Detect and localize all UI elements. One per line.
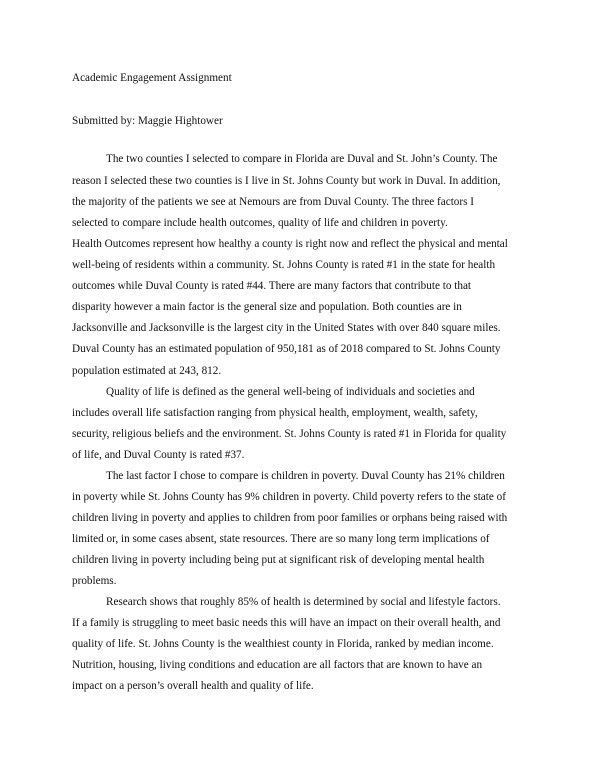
body-line: includes overall life satisfaction ranging from physical health, employment, wealth, safety,: [72, 407, 478, 419]
body-line: Duval County has an estimated population of 950,181 as of 2018 compared to St. Johns County: [72, 343, 501, 355]
body-line: impact on a person’s overall health and quality of life.: [72, 680, 314, 692]
body-line: children living in poverty including being put at significant risk of developing mental health: [72, 554, 485, 566]
body-line: reason I selected these two counties is I live in St. Johns County but work in Duval. In addition,: [72, 175, 501, 187]
document-heading: Academic Engagement Assignment: [72, 72, 232, 84]
submitted-by: Submitted by: Maggie Hightower: [72, 115, 223, 127]
body-line: The last factor I chose to compare is children in poverty. Duval County has 21% children: [106, 470, 505, 482]
body-line: well-being of residents within a community. St. Johns County is rated #1 in the state for health: [72, 259, 496, 271]
body-line: Quality of life is defined as the general well-being of individuals and societies and: [106, 386, 475, 398]
body-line: Nutrition, housing, living conditions and education are all factors that are known to have an: [72, 659, 483, 671]
body-line: of life, and Duval County is rated #37.: [72, 449, 245, 461]
body-line: Jacksonville and Jacksonville is the largest city in the United States with over 840 square miles.: [72, 322, 501, 334]
body-line: quality of life. St. Johns County is the wealthiest county in Florida, ranked by median income.: [72, 638, 494, 650]
body-line: disparity however a main factor is the general size and population. Both counties are in: [72, 301, 462, 313]
body-line: security, religious beliefs and the environment. St. Johns County is rated #1 in Florida for quality: [72, 428, 507, 440]
body-line: limited or, in some cases absent, state resources. There are so many long term implications of: [72, 533, 490, 545]
body-line: Health Outcomes represent how healthy a county is right now and reflect the physical and mental: [72, 238, 508, 250]
body-line: population estimated at 243, 812.: [72, 365, 222, 377]
body-line: outcomes while Duval County is rated #44. There are many factors that contribute to that: [72, 280, 472, 292]
body-line: If a family is struggling to meet basic needs this will have an impact on their overall health, and: [72, 617, 501, 629]
body-line: selected to compare include health outcomes, quality of life and children in poverty.: [72, 217, 448, 229]
body-line: problems.: [72, 575, 117, 587]
body-line: Research shows that roughly 85% of health is determined by social and lifestyle factors.: [106, 596, 501, 608]
body-line: The two counties I selected to compare in Florida are Duval and St. John’s County. The: [106, 153, 498, 165]
body-line: children living in poverty and applies to children from poor families or orphans being raised with: [72, 512, 508, 524]
body-line: the majority of the patients we see at Nemours are from Duval County. The three factors I: [72, 196, 474, 208]
body-line: in poverty while St. Johns County has 9% children in poverty. Child poverty refers to the state of: [72, 491, 506, 503]
